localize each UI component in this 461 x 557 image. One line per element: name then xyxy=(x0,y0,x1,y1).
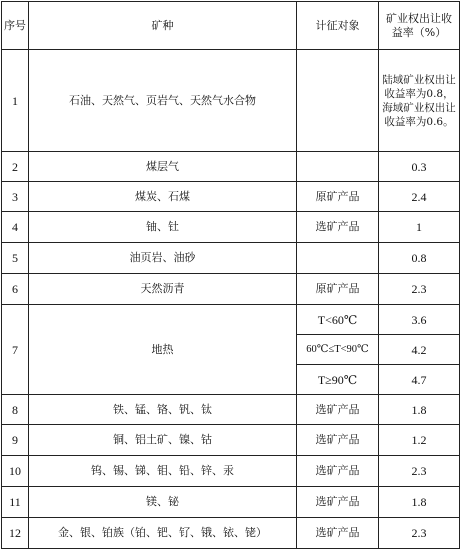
table-row xyxy=(2,243,460,274)
table-row xyxy=(2,395,460,425)
row-no: 4 xyxy=(2,212,29,243)
table-row xyxy=(2,487,460,518)
row-object xyxy=(297,50,379,152)
table-row xyxy=(2,456,460,487)
row-type: 油页岩、油砂 xyxy=(29,243,297,274)
row-type: 金、银、铂族（铂、钯、钌、锇、铱、铑） xyxy=(29,518,297,549)
row-rate: 1.2 xyxy=(379,425,460,456)
row-type: 地热 xyxy=(29,305,297,395)
row-no: 3 xyxy=(2,182,29,212)
row-type: 铀、钍 xyxy=(29,212,297,243)
table-row xyxy=(2,212,460,243)
row-rate: 2.4 xyxy=(379,182,460,212)
row-type: 天然沥青 xyxy=(29,274,297,305)
row-no: 5 xyxy=(2,243,29,274)
row-object: T≥90℃ xyxy=(297,365,379,395)
row-object: 60℃≤T<90℃ xyxy=(297,335,379,365)
row-type: 煤层气 xyxy=(29,152,297,182)
header-type: 矿种 xyxy=(29,2,297,50)
table-row xyxy=(2,305,460,335)
row-no: 6 xyxy=(2,274,29,305)
header-no: 序号 xyxy=(2,2,29,50)
row-rate: 陆域矿业权出让收益率为0.8，海域矿业权出让收益率为0.6。 xyxy=(379,50,460,152)
row-rate: 0.8 xyxy=(379,243,460,274)
row-rate: 4.2 xyxy=(379,335,460,365)
table-row xyxy=(2,425,460,456)
row-type: 铜、铝土矿、镍、钴 xyxy=(29,425,297,456)
row-object xyxy=(297,152,379,182)
row-rate: 0.3 xyxy=(379,152,460,182)
row-rate: 1.8 xyxy=(379,395,460,425)
row-rate: 2.3 xyxy=(379,456,460,487)
row-type: 铁、锰、铬、钒、钛 xyxy=(29,395,297,425)
row-object: 选矿产品 xyxy=(297,425,379,456)
row-object: 选矿产品 xyxy=(297,212,379,243)
header-rate: 矿业权出让收益率（%） xyxy=(379,2,460,50)
row-object xyxy=(297,243,379,274)
header-row xyxy=(2,2,460,50)
row-no: 8 xyxy=(2,395,29,425)
row-object: 原矿产品 xyxy=(297,182,379,212)
row-object: 原矿产品 xyxy=(297,274,379,305)
row-object: 选矿产品 xyxy=(297,518,379,549)
mining-rights-rate-table xyxy=(1,1,460,549)
row-rate: 1 xyxy=(379,212,460,243)
row-object: 选矿产品 xyxy=(297,456,379,487)
row-no: 9 xyxy=(2,425,29,456)
row-rate: 2.3 xyxy=(379,518,460,549)
row-no: 10 xyxy=(2,456,29,487)
row-no: 11 xyxy=(2,487,29,518)
table-row xyxy=(2,50,460,152)
row-no: 2 xyxy=(2,152,29,182)
row-object: T<60℃ xyxy=(297,305,379,335)
table-row xyxy=(2,274,460,305)
table-row xyxy=(2,152,460,182)
row-rate: 1.8 xyxy=(379,487,460,518)
row-no: 1 xyxy=(2,50,29,152)
header-object: 计征对象 xyxy=(297,2,379,50)
row-no: 7 xyxy=(2,305,29,395)
row-type: 镁、铋 xyxy=(29,487,297,518)
row-object: 选矿产品 xyxy=(297,395,379,425)
row-type: 煤炭、石煤 xyxy=(29,182,297,212)
table-row xyxy=(2,182,460,212)
row-rate: 4.7 xyxy=(379,365,460,395)
row-object: 选矿产品 xyxy=(297,487,379,518)
row-no: 12 xyxy=(2,518,29,549)
row-rate: 2.3 xyxy=(379,274,460,305)
row-rate: 3.6 xyxy=(379,305,460,335)
table-row xyxy=(2,518,460,549)
row-type: 石油、天然气、页岩气、天然气水合物 xyxy=(29,50,297,152)
row-type: 钨、锡、锑、钼、铅、锌、汞 xyxy=(29,456,297,487)
